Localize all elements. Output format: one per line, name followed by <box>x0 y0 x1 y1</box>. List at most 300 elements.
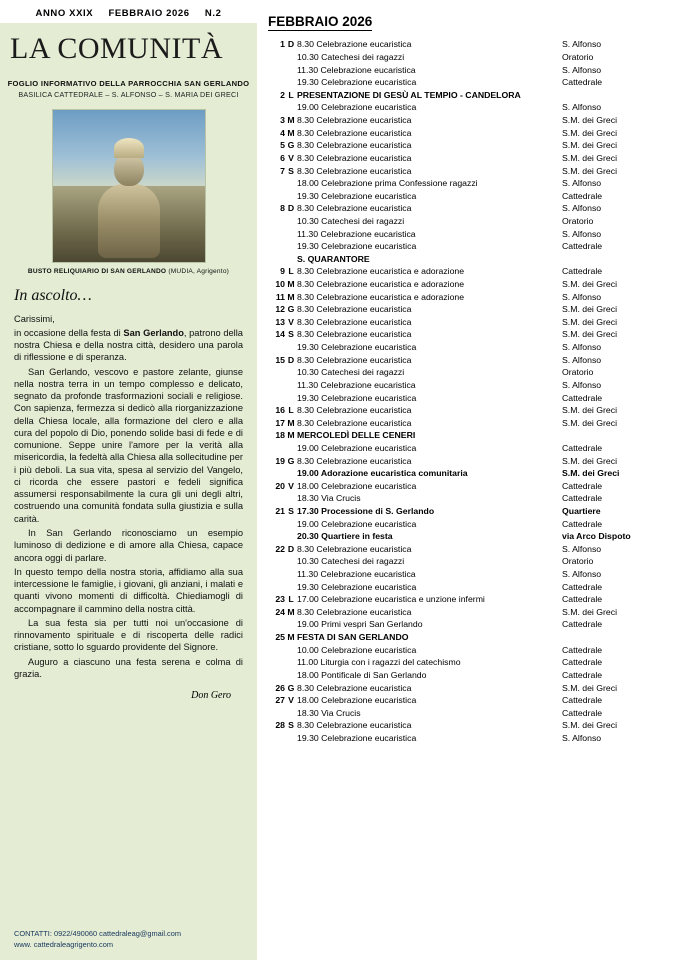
calendar-event: 17.00 Celebrazione eucaristica e unzione infermi <box>297 594 485 605</box>
calendar-day-number: 14 <box>275 329 285 340</box>
table-row <box>268 342 670 355</box>
calendar-day-letter <box>285 556 297 569</box>
calendar-day-number <box>268 216 285 229</box>
calendar-day-number: 19 <box>275 455 285 466</box>
contacts-line-2[interactable]: www. cattedraleagrigento.com <box>14 939 114 949</box>
anno-label: ANNO XXIX <box>35 8 94 19</box>
calendar-day-number <box>268 733 285 746</box>
subtitle-block <box>0 71 257 101</box>
calendar-day-number: 6 <box>280 152 285 163</box>
calendar-day-letter: L <box>288 594 294 605</box>
calendar-place <box>562 89 670 102</box>
table-row <box>268 329 670 342</box>
calendar-event: 17.30 Processione di S. Gerlando <box>297 505 435 516</box>
table-row <box>268 291 670 304</box>
calendar-place: S. Alfonso <box>562 379 602 390</box>
letter-paragraph: San Gerlando, vescovo e pastore zelante, giunse nella nostra terra in un tempo complesso e delicato, segnato da profonde trasformazioni sociali e religiose. Con sapienza, fermezza si dedicò alla riorganizzazione della Chiesa locale, alla formazione del clero e alla cura del popolo di Dio, ponendo solide basi di fede e di comunione. Seppe unire l'amore per la verità alla misericordia, la fedeltà alla Chiesa alla sollecitudine per i più deboli. La sua vita, spesa al servizio del Vangelo, ci ricorda che essere pastori e fedeli significa assumersi responsabilmente la cura gli uni degli altri, costruendo una comunità fondata sulla giustizia e sulla carità. <box>14 366 243 524</box>
table-row <box>268 720 670 733</box>
calendar-event: 19.00 Celebrazione eucaristica <box>297 102 417 113</box>
letter-paragraph: Carissimi, <box>14 313 55 324</box>
table-row <box>268 152 670 165</box>
calendar-day-letter: S <box>288 505 294 516</box>
calendar-day-letter: V <box>288 316 294 327</box>
calendar-place: S. Alfonso <box>562 543 602 554</box>
calendar-day-letter: S <box>288 329 294 340</box>
bust-mitre <box>114 138 144 158</box>
table-row <box>268 52 670 65</box>
calendar-day-number <box>268 556 285 569</box>
calendar-day-letter <box>285 392 297 405</box>
calendar-day-letter: V <box>288 480 294 491</box>
calendar-event: 8.30 Celebrazione eucaristica <box>297 606 412 617</box>
table-row <box>268 682 670 695</box>
calendar-event: 19.00 Adorazione eucaristica comunitaria <box>297 468 468 479</box>
calendar-day-letter: D <box>287 39 295 50</box>
calendar-place: S.M. dei Greci <box>562 405 618 416</box>
calendar-day-number: 5 <box>280 140 285 151</box>
calendar-event: 18.00 Celebrazione eucaristica <box>297 695 417 706</box>
calendar-event: 8.30 Celebrazione eucaristica <box>297 354 412 365</box>
table-row <box>268 127 670 140</box>
masthead-header <box>0 0 257 23</box>
calendar-day-number: 22 <box>275 543 285 554</box>
letter-body <box>0 313 257 681</box>
calendar-place <box>562 632 670 645</box>
calendar-place: S. Alfonso <box>562 178 602 189</box>
page-title: LA COMUNITÀ <box>10 32 223 65</box>
calendar-place: Cattedrale <box>562 695 603 706</box>
calendar-event: 19.30 Celebrazione eucaristica <box>297 190 417 201</box>
table-row <box>268 392 670 405</box>
table-row <box>268 89 670 102</box>
calendar-place: Oratorio <box>562 215 594 226</box>
issue-number-label: N.2 <box>204 8 222 19</box>
calendar-day-letter <box>285 379 297 392</box>
calendar-place: S. Alfonso <box>562 39 602 50</box>
calendar-place: S. Alfonso <box>562 291 602 302</box>
calendar-place: S.M. dei Greci <box>562 127 618 138</box>
calendar-day-letter <box>285 102 297 115</box>
calendar-place: Cattedrale <box>562 644 603 655</box>
calendar-day-number <box>268 342 285 355</box>
calendar-event: 8.30 Celebrazione eucaristica e adorazione <box>297 279 465 290</box>
table-row <box>268 569 670 582</box>
calendar-event: 8.30 Celebrazione eucaristica <box>297 329 412 340</box>
calendar-event: 10.00 Celebrazione eucaristica <box>297 644 417 655</box>
calendar-day-letter: D <box>287 543 295 554</box>
right-column <box>258 0 678 960</box>
calendar-day-number: 12 <box>275 304 285 315</box>
table-row <box>268 493 670 506</box>
calendar-place: Cattedrale <box>562 707 603 718</box>
table-row <box>268 316 670 329</box>
calendar-place: S.M. dei Greci <box>562 304 618 315</box>
calendar-place: Cattedrale <box>562 619 603 630</box>
calendar-event: 8.30 Celebrazione eucaristica <box>297 405 412 416</box>
calendar-day-number: 4 <box>280 127 285 138</box>
calendar-day-letter <box>285 468 297 481</box>
calendar-day-letter: G <box>287 140 295 151</box>
calendar-event: 18.00 Celebrazione prima Confessione ragazzi <box>297 178 478 189</box>
calendar-place: Cattedrale <box>562 266 603 277</box>
photo-caption-note: (MUDIA, Agrigento) <box>168 267 230 275</box>
calendar-day-number: 20 <box>275 480 285 491</box>
calendar-day-number <box>268 518 285 531</box>
calendar-day-number: 17 <box>275 417 285 428</box>
calendar-event: 18.30 Via Crucis <box>297 707 361 718</box>
calendar-event: 19.30 Celebrazione eucaristica <box>297 732 417 743</box>
table-row <box>268 140 670 153</box>
calendar-place: Cattedrale <box>562 480 603 491</box>
calendar-event: 19.30 Celebrazione eucaristica <box>297 392 417 403</box>
letter-paragraph: In questo tempo della nostra storia, affidiamo alla sua intercessione le famiglie, i giovani, gli anziani, i malati e quanti vivono momenti di difficoltà. Chiediamogli di accompagnare il cammino della nostra città. <box>14 566 243 614</box>
calendar-day-letter: M <box>287 291 295 302</box>
calendar-day-letter: S <box>288 720 294 731</box>
calendar-day-number: 23 <box>275 594 285 605</box>
table-row <box>268 190 670 203</box>
calendar-day-number <box>268 581 285 594</box>
table-row <box>268 266 670 279</box>
calendar-day-number <box>268 531 285 544</box>
table-row <box>268 581 670 594</box>
calendar-place: Cattedrale <box>562 518 603 529</box>
calendar-day-number <box>268 644 285 657</box>
calendar-day-number <box>268 178 285 191</box>
table-row <box>268 304 670 317</box>
calendar-day-letter: M <box>287 606 295 617</box>
calendar-event: 10.30 Catechesi dei ragazzi <box>297 215 405 226</box>
calendar-event: 11.30 Celebrazione eucaristica <box>297 64 416 75</box>
calendar-day-letter <box>285 657 297 670</box>
calendar-day-number <box>268 468 285 481</box>
letter-signature: Don Gero <box>191 690 231 702</box>
calendar-event: 19.30 Celebrazione eucaristica <box>297 241 417 252</box>
photo-caption-main: BUSTO RELIQUIARIO DI SAN GERLANDO <box>27 267 167 275</box>
calendar-day-letter <box>285 367 297 380</box>
calendar-day-number: 26 <box>275 682 285 693</box>
calendar-place: S.M. dei Greci <box>562 417 618 428</box>
calendar-event: 8.30 Celebrazione eucaristica <box>297 152 412 163</box>
calendar-day-letter <box>285 644 297 657</box>
calendar-event: 8.30 Celebrazione eucaristica <box>297 304 412 315</box>
calendar-place: S.M. dei Greci <box>562 720 618 731</box>
table-row <box>268 468 670 481</box>
table-row <box>268 39 670 52</box>
table-row <box>268 64 670 77</box>
table-row <box>268 241 670 254</box>
table-row <box>268 594 670 607</box>
calendar-day-number: 7 <box>280 165 285 176</box>
calendar-place: Cattedrale <box>562 594 603 605</box>
bust-illustration <box>97 146 161 258</box>
table-row <box>268 480 670 493</box>
table-row <box>268 115 670 128</box>
table-row <box>268 203 670 216</box>
calendar-event: 18.30 Via Crucis <box>297 493 361 504</box>
calendar-place: S.M. dei Greci <box>562 279 618 290</box>
calendar-place: Oratorio <box>562 52 594 63</box>
calendar-day-letter: G <box>287 304 295 315</box>
table-row <box>268 165 670 178</box>
calendar-day-number <box>268 619 285 632</box>
calendar-place: S.M. dei Greci <box>562 468 620 479</box>
calendar-place: Cattedrale <box>562 669 603 680</box>
calendar-place: Oratorio <box>562 556 594 567</box>
table-row <box>268 619 670 632</box>
calendar-day-number <box>268 569 285 582</box>
letter-bold-term: San Gerlando <box>123 327 184 338</box>
calendar-place: S. Alfonso <box>562 354 602 365</box>
table-row <box>268 707 670 720</box>
table-row <box>268 543 670 556</box>
calendar-month-title: FEBBRAIO 2026 <box>268 14 373 29</box>
calendar-event: 19.30 Celebrazione eucaristica <box>297 581 417 592</box>
calendar-day-letter: G <box>287 682 295 693</box>
letter-paragraph: La sua festa sia per tutti noi un'occasione di rinnovamento spirituale e di riscoperta delle radici cristiane, sotto lo sguardo providente del Signore. <box>14 617 243 653</box>
calendar-place: Cattedrale <box>562 392 603 403</box>
calendar-event: 8.30 Celebrazione eucaristica <box>297 115 412 126</box>
calendar-day-number: 16 <box>275 405 285 416</box>
table-row <box>268 669 670 682</box>
table-row <box>268 518 670 531</box>
calendar-event: 8.30 Celebrazione eucaristica <box>297 455 412 466</box>
calendar-day-letter <box>285 443 297 456</box>
letter-paragraph: Auguro a ciascuno una festa serena e colma di grazia. <box>14 656 243 679</box>
table-row <box>268 556 670 569</box>
calendar-day-number <box>268 52 285 65</box>
calendar-place: Cattedrale <box>562 241 603 252</box>
calendar-event: 8.30 Celebrazione eucaristica <box>297 203 412 214</box>
issue-date-label: FEBBRAIO 2026 <box>108 8 190 19</box>
calendar-event: 11.00 Liturgia con i ragazzi del catechismo <box>297 657 461 668</box>
calendar-day-number: 1 <box>280 39 285 50</box>
calendar-day-number: 11 <box>275 291 285 302</box>
subtitle-secondary: BASILICA CATTEDRALE – S. ALFONSO – S. MARIA DEI GRECI <box>18 89 239 99</box>
calendar-event: MERCOLEDÌ DELLE CENERI <box>297 430 416 441</box>
table-row <box>268 405 670 418</box>
photo-caption <box>0 268 257 275</box>
calendar-event: PRESENTAZIONE DI GESÙ AL TEMPIO - CANDELORA <box>297 89 521 100</box>
calendar-place: Oratorio <box>562 367 594 378</box>
calendar-day-letter <box>285 241 297 254</box>
calendar-event: 11.30 Celebrazione eucaristica <box>297 228 416 239</box>
calendar-event: S. QUARANTORE <box>297 253 370 264</box>
calendar-day-number: 28 <box>275 720 285 731</box>
letter-paragraph: In San Gerlando riconosciamo un esempio luminoso di dedizione e di amore alla Chiesa, capace ancora oggi di parlare. <box>14 528 243 563</box>
calendar-event: 8.30 Celebrazione eucaristica <box>297 140 412 151</box>
calendar-day-letter: M <box>287 632 295 643</box>
calendar-day-letter <box>285 253 297 266</box>
calendar-place: Quartiere <box>562 505 601 516</box>
calendar-event: 8.30 Celebrazione eucaristica <box>297 127 412 138</box>
calendar-day-number <box>268 657 285 670</box>
table-row <box>268 417 670 430</box>
calendar-day-letter <box>285 228 297 241</box>
calendar-event: 19.00 Primi vespri San Gerlando <box>297 619 423 630</box>
calendar-place <box>562 430 670 443</box>
calendar-day-letter <box>285 77 297 90</box>
table-row <box>268 506 670 519</box>
calendar-day-letter <box>285 619 297 632</box>
calendar-day-letter: D <box>287 203 295 214</box>
calendar-day-number: 3 <box>280 115 285 126</box>
calendar-place: Cattedrale <box>562 581 603 592</box>
table-row <box>268 228 670 241</box>
table-row <box>268 606 670 619</box>
calendar-day-number <box>268 669 285 682</box>
calendar-day-letter: V <box>288 695 294 706</box>
table-row <box>268 443 670 456</box>
table-row <box>268 253 670 266</box>
calendar-event: 8.30 Celebrazione eucaristica <box>297 682 412 693</box>
calendar-day-number <box>268 64 285 77</box>
calendar-day-letter: M <box>287 115 295 126</box>
calendar-place: via Arco Dispoto <box>562 531 631 542</box>
calendar-place: S.M. dei Greci <box>562 115 618 126</box>
calendar-day-letter <box>285 581 297 594</box>
contacts-block <box>0 928 257 950</box>
calendar-place: S.M. dei Greci <box>562 140 618 151</box>
calendar-event: 8.30 Celebrazione eucaristica <box>297 720 412 731</box>
table-row <box>268 644 670 657</box>
calendar-day-letter <box>285 190 297 203</box>
calendar-place: S. Alfonso <box>562 342 602 353</box>
calendar-event: 8.30 Celebrazione eucaristica e adorazione <box>297 291 465 302</box>
calendar-place: Cattedrale <box>562 493 603 504</box>
cover-photo <box>52 109 206 263</box>
calendar-day-number: 21 <box>275 505 285 516</box>
calendar-place: S. Alfonso <box>562 732 602 743</box>
calendar-event: 10.30 Catechesi dei ragazzi <box>297 367 405 378</box>
table-row <box>268 102 670 115</box>
calendar-day-number <box>268 228 285 241</box>
calendar-event: 8.30 Celebrazione eucaristica e adorazione <box>297 266 465 277</box>
calendar-day-number <box>268 443 285 456</box>
table-row <box>268 657 670 670</box>
table-row <box>268 354 670 367</box>
calendar-day-letter <box>285 569 297 582</box>
calendar-day-number: 13 <box>275 316 285 327</box>
calendar-day-letter: M <box>287 279 295 290</box>
calendar-day-number: 9 <box>280 266 285 277</box>
calendar-event: FESTA DI SAN GERLANDO <box>297 632 409 643</box>
calendar-day-letter <box>285 216 297 229</box>
letter-paragraph: in occasione della festa di San Gerlando, patrono della nostra Chiesa e della nostra città, desidero una parola di riflessione e di speranza. <box>14 327 243 363</box>
calendar-place: S. Alfonso <box>562 102 602 113</box>
table-row <box>268 379 670 392</box>
calendar-place: Cattedrale <box>562 190 603 201</box>
calendar-day-letter <box>285 669 297 682</box>
calendar-day-letter: D <box>287 354 295 365</box>
letter-heading: In ascolto… <box>14 286 92 304</box>
calendar-day-letter <box>285 64 297 77</box>
calendar-day-number <box>268 379 285 392</box>
calendar-table <box>268 39 670 745</box>
calendar-place: Cattedrale <box>562 442 603 453</box>
calendar-day-number <box>268 190 285 203</box>
calendar-day-number: 8 <box>280 203 285 214</box>
calendar-day-letter: L <box>288 89 294 100</box>
table-row <box>268 695 670 708</box>
calendar-event: 8.30 Celebrazione eucaristica <box>297 417 412 428</box>
calendar-event: 19.00 Celebrazione eucaristica <box>297 518 417 529</box>
calendar-event: 19.00 Celebrazione eucaristica <box>297 442 417 453</box>
table-row <box>268 178 670 191</box>
calendar-day-letter: L <box>288 266 294 277</box>
calendar-place: Cattedrale <box>562 77 603 88</box>
calendar-place: S.M. dei Greci <box>562 455 618 466</box>
calendar-day-number <box>268 241 285 254</box>
calendar-event: 18.00 Pontificale di San Gerlando <box>297 669 427 680</box>
calendar-event: 10.30 Catechesi dei ragazzi <box>297 556 405 567</box>
calendar-event: 10.30 Catechesi dei ragazzi <box>297 52 405 63</box>
table-row <box>268 367 670 380</box>
calendar-day-number: 27 <box>275 695 285 706</box>
calendar-day-letter: L <box>288 405 294 416</box>
calendar-place: S.M. dei Greci <box>562 606 618 617</box>
calendar-day-letter <box>285 342 297 355</box>
calendar-place: S.M. dei Greci <box>562 329 618 340</box>
calendar-place <box>562 253 670 266</box>
table-row <box>268 531 670 544</box>
calendar-place: S.M. dei Greci <box>562 165 618 176</box>
calendar-day-letter <box>285 733 297 746</box>
subtitle-primary: FOGLIO INFORMATIVO DELLA PARROCCHIA SAN GERLANDO <box>7 78 250 88</box>
calendar-day-letter: V <box>288 152 294 163</box>
calendar-event: 8.30 Celebrazione eucaristica <box>297 165 412 176</box>
calendar-day-letter <box>285 707 297 720</box>
title-wrapper <box>0 23 257 71</box>
table-row <box>268 733 670 746</box>
table-row <box>268 77 670 90</box>
calendar-day-letter: M <box>287 417 295 428</box>
table-row <box>268 632 670 645</box>
calendar-place: S. Alfonso <box>562 228 602 239</box>
calendar-day-letter: G <box>287 455 295 466</box>
calendar-event: 18.00 Celebrazione eucaristica <box>297 480 417 491</box>
calendar-day-number: 25 <box>275 632 285 643</box>
calendar-day-letter <box>285 52 297 65</box>
calendar-day-number <box>268 253 285 266</box>
calendar-event: 20.30 Quartiere in festa <box>297 531 393 542</box>
calendar-day-number <box>268 102 285 115</box>
calendar-event: 8.30 Celebrazione eucaristica <box>297 316 412 327</box>
calendar-day-number <box>268 707 285 720</box>
table-row <box>268 279 670 292</box>
calendar-day-number <box>268 367 285 380</box>
calendar-day-letter <box>285 518 297 531</box>
bust-body <box>98 184 160 258</box>
calendar-place: S. Alfonso <box>562 203 602 214</box>
calendar-place: S. Alfonso <box>562 64 602 75</box>
table-row <box>268 430 670 443</box>
calendar-place: S.M. dei Greci <box>562 152 618 163</box>
calendar-day-number <box>268 392 285 405</box>
calendar-event: 8.30 Celebrazione eucaristica <box>297 543 412 554</box>
calendar-day-letter: S <box>288 165 294 176</box>
calendar-day-number <box>268 493 285 506</box>
calendar-day-number: 2 <box>280 89 285 100</box>
calendar-event: 11.30 Celebrazione eucaristica <box>297 569 416 580</box>
calendar-day-number: 10 <box>275 279 285 290</box>
calendar-place: Cattedrale <box>562 657 603 668</box>
calendar-event: 11.30 Celebrazione eucaristica <box>297 379 416 390</box>
calendar-day-number: 18 <box>275 430 285 441</box>
contacts-line-1: CONTATTI: 0922/490060 cattedraleag@gmail.com <box>14 928 182 938</box>
calendar-day-number: 15 <box>275 354 285 365</box>
calendar-place: S.M. dei Greci <box>562 682 618 693</box>
calendar-event: 19.30 Celebrazione eucaristica <box>297 77 417 88</box>
